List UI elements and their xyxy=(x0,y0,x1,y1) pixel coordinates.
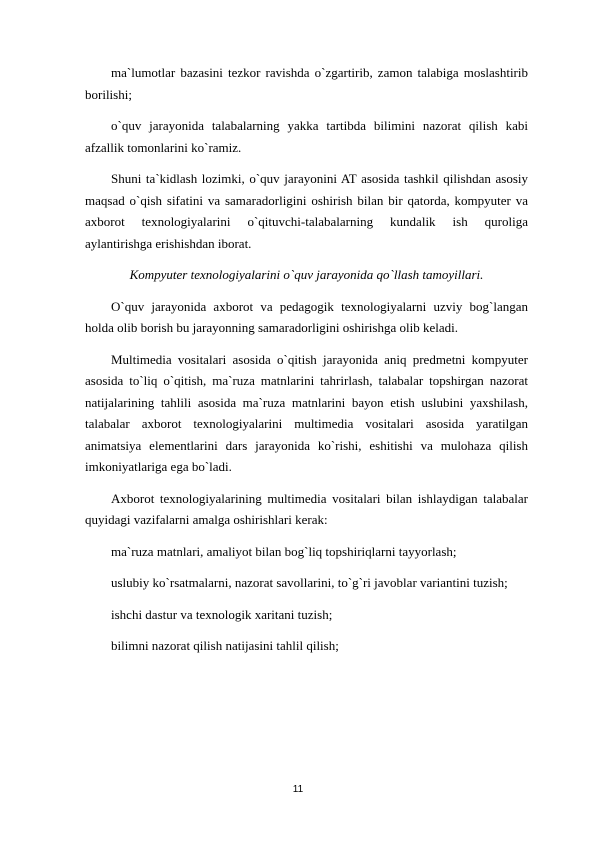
paragraph-student-tasks-intro: Axborot texnologiyalarining multimedia vositalari bilan ishlaydigan talabalar quyidagi vazifalarni amalga oshirishlari kerak: xyxy=(85,490,528,527)
section-heading: Kompyuter texnologiyalarini o`quv jarayonida qo`llash tamoyillari. xyxy=(129,267,484,282)
list-item-work-program: ishchi dastur va texnologik xaritani tuzish; xyxy=(111,606,333,622)
page-number: 11 xyxy=(292,784,304,795)
paragraph-integration: O`quv jarayonida axborot va pedagogik texnologiyalarni uzviy bog`langan holda olib borish bu jarayonning samaradorligini oshirishga olib keladi. xyxy=(85,298,528,335)
paragraph-database-update: ma`lumotlar bazasini tezkor ravishda o`zgartirib, zamon talabiga moslashtirib borilishi; xyxy=(85,65,528,102)
paragraph-main-goal: Shuni ta`kidlash lozimki, o`quv jarayonini AT asosida tashkil qilishdan asosiy maqsad o`qish sifatini va samaradorligini oshirish bilan bir qatorda, kompyuter va axborot texnologiyalarini o`qituvchi-talabalarning kundalik ish quroliga aylantirishga erishishdan iborat. xyxy=(85,171,528,251)
list-item-analysis: bilimni nazorat qilish natijasini tahlil qilish; xyxy=(111,638,339,653)
list-item-guidelines: uslubiy ko`rsatmalarni, nazorat savollarini, to`g`ri javoblar variantini tuzish; xyxy=(111,575,508,590)
list-item-lecture-texts: ma`ruza matnlari, amaliyot bilan bog`liq topshiriqlarni tayyorlash; xyxy=(111,543,457,559)
page-body xyxy=(85,62,528,667)
paragraph-multimedia-teaching: Multimedia vositalari asosida o`qitish jarayonida aniq predmetni kompyuter asosida to`liq o`qitish, ma`ruza matnlarini tahrirlash, talabalar topshirgan nazorat natijalarining tahlili asosida ma`ruza matnlarini bayon etish uslubini yaxshilash, talabalar axborot texnologiyalarini multimedia vositalari asosida yaratilgan animatsiya elementlarini dars jarayonida ko`rishi, eshitishi va mulohaza qilish imkoniyatlariga ega bo`ladi. xyxy=(85,351,528,474)
paragraph-individual-assessment: o`quv jarayonida talabalarning yakka tartibda bilimini nazorat qilish kabi afzallik tomonlarini ko`ramiz. xyxy=(85,118,528,155)
